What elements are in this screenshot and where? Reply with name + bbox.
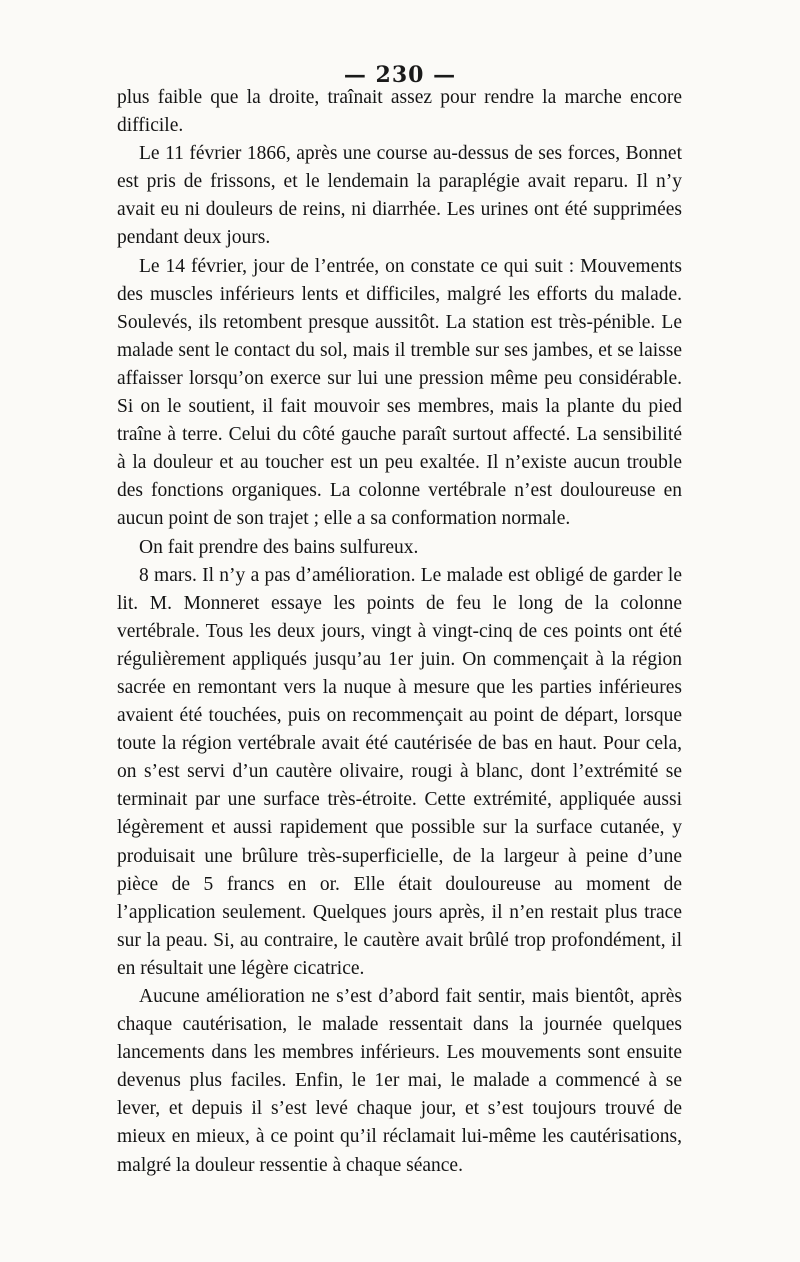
paragraph-14-fevrier: Le 14 février, jour de l’entrée, on constate ce qui suit : Mouvements des muscles inférieurs lents et difficiles, malgré les efforts du malade. Soulevés, ils retombent presque aussitôt. La station est très-pénible. Le malade sent le contact du sol, mais il tremble sur ses jambes, et se laisse affaisser lorsqu’on exerce sur lui une pression même peu considérable. Si on le soutient, il fait mouvoir ses membres, mais la plante du pied traîne à terre. Celui du côté gauche paraît surtout affecté. La sensibilité à la douleur et au toucher est un peu exaltée. Il n’existe aucun trouble des fonctions organiques. La colonne vertébrale n’est douloureuse en aucun point de son trajet ; elle a sa conformation normale.: [117, 255, 682, 530]
body-text: [117, 84, 682, 1180]
paragraph-continuation: plus faible que la droite, traînait assez pour rendre la marche encore difficile.: [117, 87, 682, 137]
paragraph-11-fevrier: Le 11 février 1866, après une course au-dessus de ses forces, Bonnet est pris de frissons, et le lendemain la paraplégie avait reparu. Il n’y avait eu ni douleurs de reins, ni diarrhée. Les urines ont été supprimées pendant deux jours.: [117, 143, 682, 249]
paragraph-amelioration: Aucune amélioration ne s’est d’abord fait sentir, mais bientôt, après chaque cautérisation, le malade ressentait dans la journée quelques lancements dans les membres inférieurs. Les mouvements sont ensuite devenus plus faciles. Enfin, le 1er mai, le malade a commencé à se lever, et depuis il s’est levé chaque jour, et s’est toujours trouvé de mieux en mieux, à ce point qu’il réclamait lui-même les cautérisations, malgré la douleur ressentie à chaque séance.: [117, 986, 682, 1176]
paragraph-bains: On fait prendre des bains sulfureux.: [139, 536, 419, 558]
paragraph-8-mars: 8 mars. Il n’y a pas d’amélioration. Le malade est obligé de garder le lit. M. Monneret essaye les points de feu le long de la colonne vertébrale. Tous les deux jours, vingt à vingt-cinq de ces points ont été régulièrement appliqués jusqu’au 1er juin. On commençait à la région sacrée en remontant vers la nuque à mesure que les parties inférieures avaient été touchées, puis on recommençait au point de départ, lorsque toute la région vertébrale avait été cautérisée de bas en haut. Pour cela, on s’est servi d’un cautère olivaire, rougi à blanc, dont l’extrémité se terminait par une surface très-étroite. Cette extrémité, appliquée aussi légèrement et aussi rapidement que possible sur la surface cutanée, y produisait une brûlure très-superficielle, de la largeur à peine d’une pièce de 5 francs en or. Elle était douloureuse au moment de l’application seulement. Quelques jours après, il n’en restait plus trace sur la peau. Si, au contraire, le cautère avait brûlé trop profondément, il en résultait une légère cicatrice.: [117, 564, 682, 979]
page-number: — 230 —: [343, 62, 457, 88]
